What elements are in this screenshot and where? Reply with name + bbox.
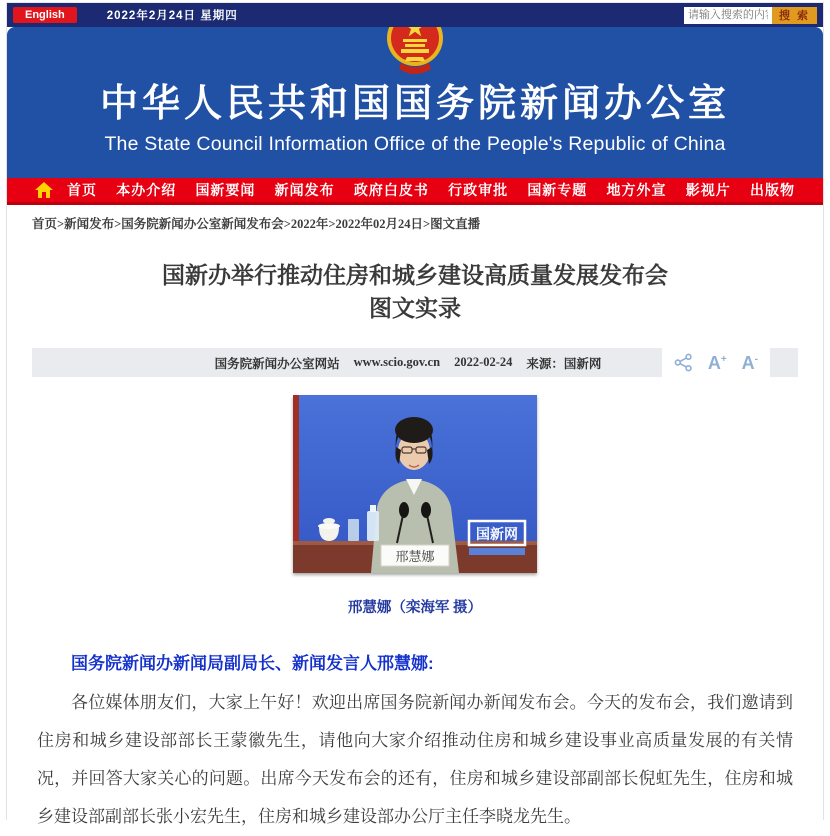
page bbox=[6, 2, 824, 826]
nav-item-news[interactable]: 国新要闻 bbox=[195, 182, 256, 198]
nav-item-administrative-approval[interactable]: 行政审批 bbox=[448, 182, 509, 198]
site-title-chinese: 中华人民共和国国务院新闻办公室 bbox=[99, 83, 730, 125]
search-bar bbox=[684, 7, 817, 24]
nav-items bbox=[67, 180, 795, 200]
nav-item-press-release[interactable]: 新闻发布 bbox=[274, 182, 335, 198]
article-title-line2: 图文实录 bbox=[369, 295, 461, 321]
nav-item-about[interactable]: 本办介绍 bbox=[116, 182, 177, 198]
nav-item-white-papers[interactable]: 政府白皮书 bbox=[353, 182, 429, 198]
nav-item-publications[interactable]: 出版物 bbox=[749, 182, 795, 198]
nav-item-local-publicity[interactable]: 地方外宣 bbox=[606, 182, 667, 198]
search-input[interactable] bbox=[684, 7, 772, 24]
site-banner bbox=[7, 27, 823, 178]
photo-watermark: 国新网 bbox=[476, 526, 518, 542]
meta-site-url[interactable]: www.scio.gov.cn bbox=[353, 355, 441, 369]
article-title bbox=[7, 259, 823, 325]
font-decrease-button[interactable]: A- bbox=[741, 352, 758, 373]
home-icon[interactable] bbox=[35, 182, 53, 198]
font-increase-button[interactable]: A+ bbox=[707, 352, 727, 373]
site-title-english: The State Council Information Office of the People's Republic of China bbox=[104, 133, 726, 155]
nav-item-special-topics[interactable]: 国新专题 bbox=[527, 182, 588, 198]
english-button[interactable]: English bbox=[13, 7, 77, 23]
photo-caption: 邢慧娜（栾海军 摄） bbox=[347, 600, 483, 616]
speaker-heading: 国务院新闻办新闻局副局长、新闻发言人邢慧娜: bbox=[71, 654, 434, 673]
top-utility-bar bbox=[7, 3, 823, 27]
article-meta-bar bbox=[32, 348, 798, 377]
photo-name-plate: 邢慧娜 bbox=[395, 549, 435, 564]
breadcrumb[interactable]: 首页>新闻发布>国务院新闻办公室新闻发布会>2022年>2022年02月24日>图文直播 bbox=[32, 217, 481, 231]
nav-item-home[interactable]: 首页 bbox=[67, 182, 97, 198]
share-icon[interactable] bbox=[674, 353, 693, 372]
article-paragraph: 各位媒体朋友们，大家上午好！欢迎出席国务院新闻办新闻发布会。今天的发布会，我们邀请到住房和城乡建设部部长王蒙徽先生，请他向大家介绍推动住房和城乡建设事业高质量发展的有关情况，并回答大家关心的问题。出席今天发布会的还有，住房和城乡建设部副部长倪虹先生，住房和城乡建设部副部长张小宏先生，住房和城乡建设部办公厅主任李晓龙先生。 bbox=[37, 693, 793, 826]
meta-date: 2022-02-24 bbox=[454, 355, 513, 369]
press-conference-photo bbox=[293, 395, 537, 573]
meta-source: 来源：国新网 bbox=[526, 356, 602, 371]
meta-site-name: 国务院新闻办公室网站 bbox=[214, 356, 340, 371]
nav-item-films[interactable]: 影视片 bbox=[685, 182, 731, 198]
search-button[interactable]: 搜 索 bbox=[772, 7, 817, 24]
article-tools bbox=[662, 345, 770, 380]
main-navigation bbox=[7, 178, 823, 205]
article-title-line1: 国新办举行推动住房和城乡建设高质量发展发布会 bbox=[162, 262, 668, 288]
current-date: 2022年2月24日 星期四 bbox=[106, 10, 238, 22]
